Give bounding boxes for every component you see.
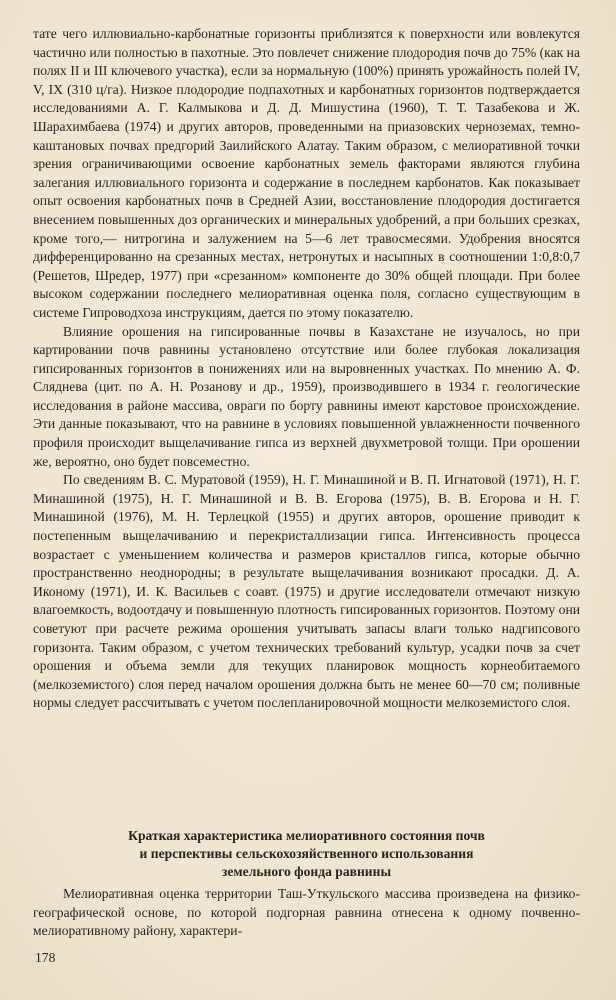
body-text [33,25,580,713]
section-text [33,885,580,941]
section-heading [33,827,580,881]
section-heading-line-2: и перспективы сельскохозяйственного использования [139,846,474,861]
paragraph-2: Влияние орошения на гипсированные почвы в Казахстане не изучалось, но при картировании почв равнины установлено отсутствие или более глубокая локализация гипсированных горизонтов в понижениях или на выровненных участках. По мнению А. Ф. Сляднева (цит. по А. Н. Розанову и др., 1959), производившего в 1934 г. геологические исследования в районе массива, овраги по борту равнины имеют карстовое происхождение. Эти данные показывают, что на равнине в условиях повышенной увлажненности почвенного профиля происходит выщелачивание гипса из верхней двухметровой толщи. При орошении же, вероятно, оно будет повсеместно. [33,323,580,469]
paragraph-1: тате чего иллювиально-карбонатные горизонты приблизятся к поверхности или вовлекутся частично или полностью в пахотные. Это повлечет снижение плодородия почв до 75% (как на полях II и III ключевого участка), если за нормальную (100%) принять урожайность полей IV, V, IX (310 ц/га). Низкое плодородие подпахотных и карбонатных горизонтов подтверждается исследованиями А. Г. Калмыкова и Д. Д. Мишустина (1960), Т. Т. Тазабекова и Ж. Шарахимбаева (1974) и других авторов, проведенными на приазовских черноземах, темно-каштановых почвах предгорий Заилийского Алатау. Таким образом, с мелиоративной точки зрения ограничивающими освоение карбонатных земель факторами являются глубина залегания иллювиального горизонта и содержание в последнем карбонатов. Как показывает опыт освоения карбонатных почв в Средней Азии, восстановление плодородия достигается внесением повышенных доз органических и минеральных удобрений, а при больших срезках, кроме того,— нитрогина и залужением на 5—6 лет травосмесями. Удобрения вносятся дифференцированно на срезанных местах, нетронутых и насыпных в соотношении 1:0,8:0,7 (Решетов, Шредер, 1977) при «срезанном» компоненте до 30% общей площади. При более высоком содержании последнего мелиоративная оценка поля, согласно существующим в системе Гипроводхоза инструкциям, дается по этому показателю. [33,26,580,320]
section-heading-line-3: земельного фонда равнины [221,864,392,879]
section-heading-line-1: Краткая характеристика мелиоративного состояния почв [128,828,485,843]
paragraph-4: Мелиоративная оценка территории Таш-Уткульского массива произведена на физико-географической основе, по которой подгорная равнина отнесена к одному почвенно-мелиоративному району, характери- [33,886,580,939]
paragraph-3: По сведениям В. С. Муратовой (1959), Н. Г. Минашиной и В. П. Игнатовой (1971), Н. Г. Минашиной (1975), Н. Г. Минашиной и В. В. Егорова (1975), В. В. Егорова и Н. Г. Минашиной (1976), М. Н. Терлецкой (1955) и других авторов, орошение приводит к постепенным выщелачиванию и перекристаллизации гипса. Интенсивность процесса возрастает с уменьшением количества и размеров кристаллов гипса, которые обычно пространственно неоднородны; в результате выщелачивания возникают просадки. Д. А. Иконому (1971), И. К. Васильев с соавт. (1975) и другие исследователи отмечают низкую влагоемкость, водоотдачу и повышенную плотность гипсированных горизонтов. Поэтому они советуют при расчете режима орошения учитывать запасы влаги только надгипсового горизонта. Таким образом, с учетом технических требований культур, усадки почв за счет орошения и объема земли для текущих планировок мощность корнеобитаемого (мелкоземистого) слоя перед началом орошения должна быть не менее 60—70 см; поливные нормы следует рассчитывать с учетом послепланировочной мощности мелкоземистого слоя. [33,472,580,711]
page-number: 178 [35,950,56,965]
